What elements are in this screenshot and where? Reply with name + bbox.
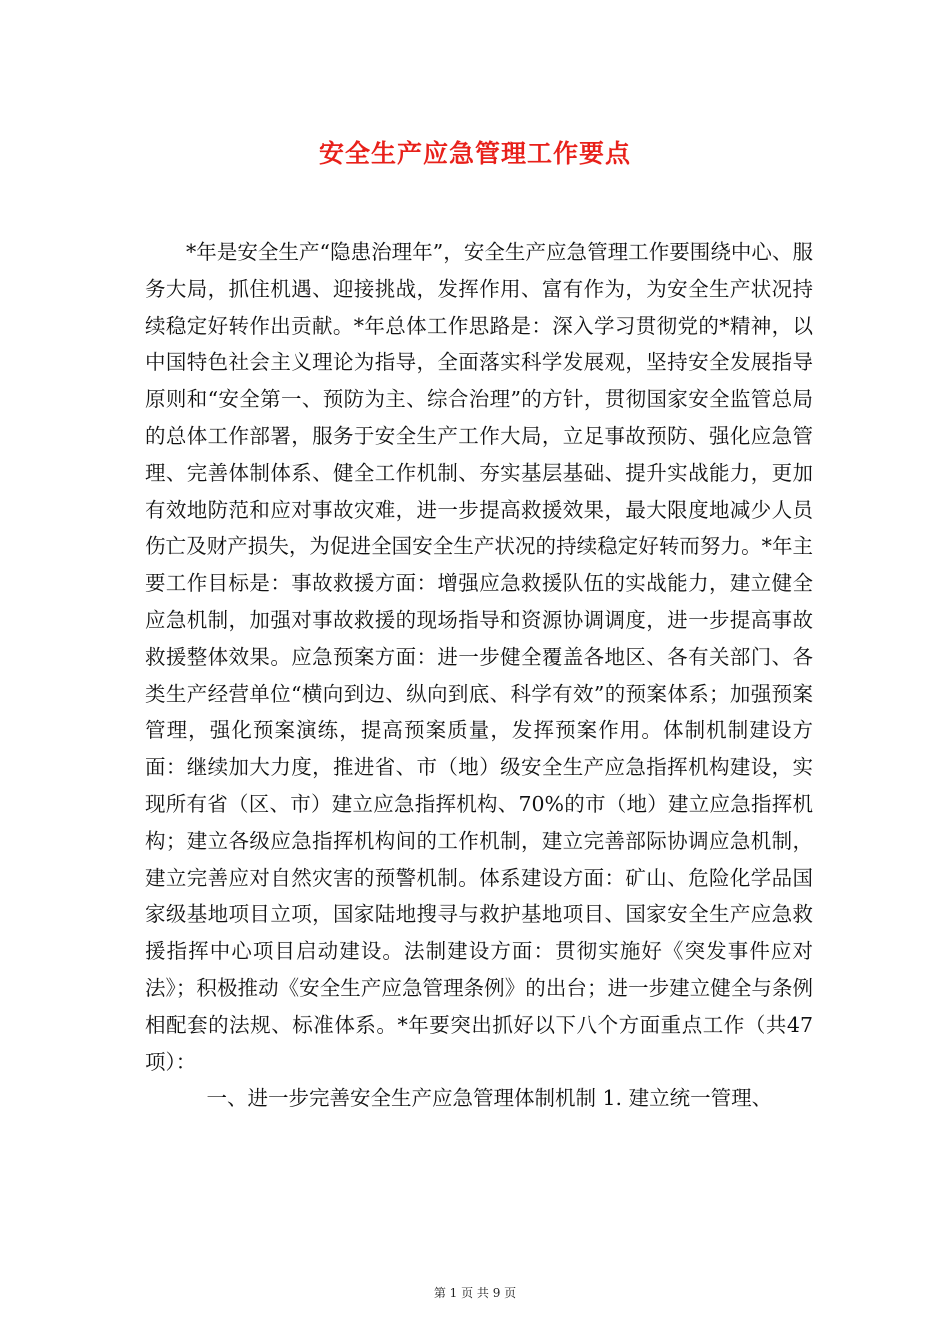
document-title: 安全生产应急管理工作要点: [318, 139, 631, 168]
body-paragraph: *年是安全生产“隐患治理年”，安全生产应急管理工作要围绕中心、服务大局，抓住机遇、迎接挑战，发挥作用、富有作为，为安全生产状况持续稳定好转作出贡献。*年总体工作思路是：深入学习贯彻党的*精神，以中国特色社会主义理论为指导，全面落实科学发展观，坚持安全发展指导原则和“安全第一、预防为主、综合治理”的方针，贯彻国家安全监管总局的总体工作部署，服务于安全生产工作大局，立足事故预防、强化应急管理、完善体制体系、健全工作机制、夯实基层基础、提升实战能力，更加有效地防范和应对事故灾难，进一步提高救援效果，最大限度地减少人员伤亡及财产损失，为促进全国安全生产状况的持续稳定好转而努力。*年主要工作目标是：事故救援方面：增强应急救援队伍的实战能力，建立健全应急机制，加强对事故救援的现场指导和资源协调调度，进一步提高事故救援整体效果。应急预案方面：进一步健全覆盖各地区、各有关部门、各类生产经营单位“横向到边、纵向到底、科学有效”的预案体系；加强预案管理，强化预案演练，提高预案质量，发挥预案作用。体制机制建设方面：继续加大力度，推进省、市（地）级安全生产应急指挥机构建设，实现所有省（区、市）建立应急指挥机构、70%的市（地）建立应急指挥机构；建立各级应急指挥机构间的工作机制，建立完善部际协调应急机制，建立完善应对自然灾害的预警机制。体系建设方面：矿山、危险化学品国家级基地项目立项，国家陆地搜寻与救护基地项目、国家安全生产应急救援指挥中心项目启动建设。法制建设方面：贯彻实施好《突发事件应对法》；积极推动《安全生产应急管理条例》的出台；进一步建立健全与条例相配套的法规、标准体系。*年要突出抓好以下八个方面重点工作（共47项）：: [145, 240, 813, 1074]
page-footer: 第 1 页 共 9 页: [433, 1286, 517, 1300]
document-body: [145, 234, 813, 1117]
section-heading: 一、进一步完善安全生产应急管理体制机制 1. 建立统一管理、: [206, 1086, 773, 1111]
